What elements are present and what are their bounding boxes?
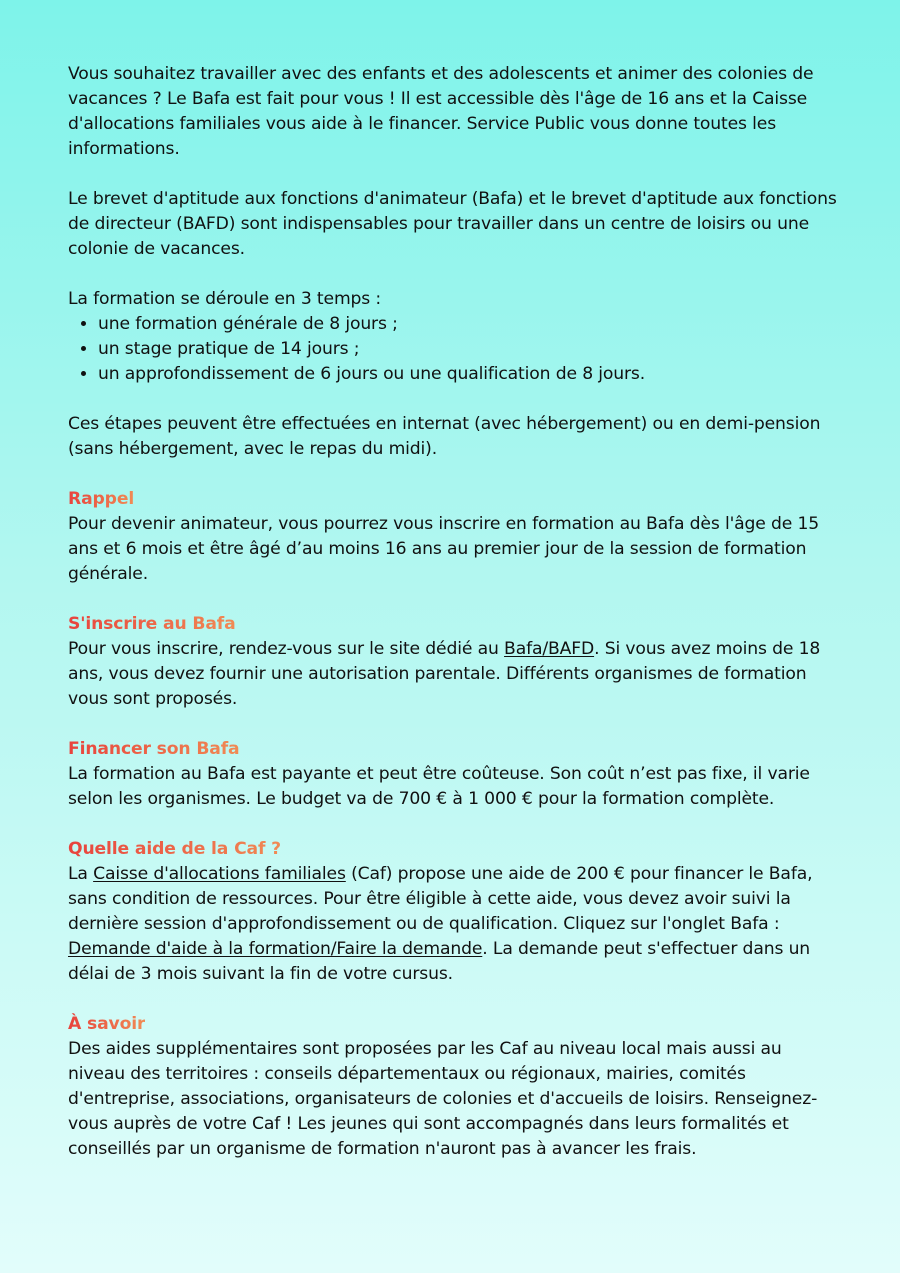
text-fragment: Pour vous inscrire, rendez-vous sur le site dédié au <box>68 639 505 659</box>
intro-paragraph: Vous souhaitez travailler avec des enfants et des adolescents et animer des colonies de vacances ? Le Bafa est fait pour vous ! Il est accessible dès l'âge de 16 ans et la Caisse d'allocations familiales vous aide à le financer. Service Public vous donne toutes les informations. <box>68 64 814 159</box>
section-financer <box>68 737 843 812</box>
section-heading-rappel: Rappel <box>68 487 134 512</box>
caf-link[interactable]: Caisse d'allocations familiales <box>93 864 346 884</box>
internat-paragraph: Ces étapes peuvent être effectuées en internat (avec hébergement) ou en demi-pension (sans hébergement, avec le repas du midi). <box>68 414 821 459</box>
definition-paragraph: Le brevet d'aptitude aux fonctions d'animateur (Bafa) et le brevet d'aptitude aux fonctions de directeur (BAFD) sont indispensables pour travailler dans un centre de loisirs ou une colonie de vacances. <box>68 189 837 259</box>
section-rappel <box>68 487 843 587</box>
text-fragment: La <box>68 864 94 884</box>
bafa-bafd-link[interactable]: Bafa/BAFD <box>504 639 595 659</box>
section-text-savoir: Des aides supplémentaires sont proposées par les Caf au niveau local mais aussi au niveau des territoires : conseils départementaux ou régionaux, mairies, comités d'entreprise, associations, organisateurs de colonies et d'accueils de loisirs. Renseignez-vous auprès de votre Caf ! Les jeunes qui sont accompagnés dans leurs formalités et conseillés par un organisme de formation n'auront pas à avancer les frais. <box>68 1039 818 1159</box>
text-fragment: (Caf) propose une aide de 200 € pour financer le Bafa, sans condition de ressources. Pour être éligible à cette aide, vous devez avoir suivi la dernière session d'approfondissement ou de qualification. Cliquez sur l'onglet Bafa : <box>68 864 813 934</box>
section-text-rappel: Pour devenir animateur, vous pourrez vous inscrire en formation au Bafa dès l'âge de 15 ans et 6 mois et être âgé d’au moins 16 ans au premier jour de la session de formation générale. <box>68 514 820 584</box>
list-item: • un stage pratique de 14 jours ; <box>98 337 843 362</box>
text-fragment: . La demande peut s'effectuer dans un délai de 3 mois suivant la fin de votre cursus. <box>68 939 811 984</box>
section-heading-savoir: À savoir <box>68 1012 145 1037</box>
formation-lead: La formation se déroule en 3 temps : <box>68 289 382 309</box>
section-inscrire <box>68 612 843 712</box>
section-heading-inscrire: S'inscrire au Bafa <box>68 612 236 637</box>
document-page <box>68 62 843 1187</box>
list-item: • une formation générale de 8 jours ; <box>98 312 843 337</box>
section-text-aide <box>68 862 843 987</box>
section-heading-aide: Quelle aide de la Caf ? <box>68 837 281 862</box>
section-savoir <box>68 1012 843 1162</box>
section-heading-financer: Financer son Bafa <box>68 737 240 762</box>
list-item: • un approfondissement de 6 jours ou une qualification de 8 jours. <box>98 362 843 387</box>
section-text-financer: La formation au Bafa est payante et peut être coûteuse. Son coût n’est pas fixe, il varie selon les organismes. Le budget va de 700 € à 1 000 € pour la formation complète. <box>68 764 810 809</box>
section-text-inscrire <box>68 637 843 712</box>
section-aide <box>68 837 843 987</box>
demande-aide-link[interactable]: Demande d'aide à la formation/Faire la demande <box>68 939 483 959</box>
formation-steps-list <box>68 312 843 387</box>
text-fragment: . Si vous avez moins de 18 ans, vous devez fournir une autorisation parentale. Différents organismes de formation vous sont proposés. <box>68 639 821 709</box>
